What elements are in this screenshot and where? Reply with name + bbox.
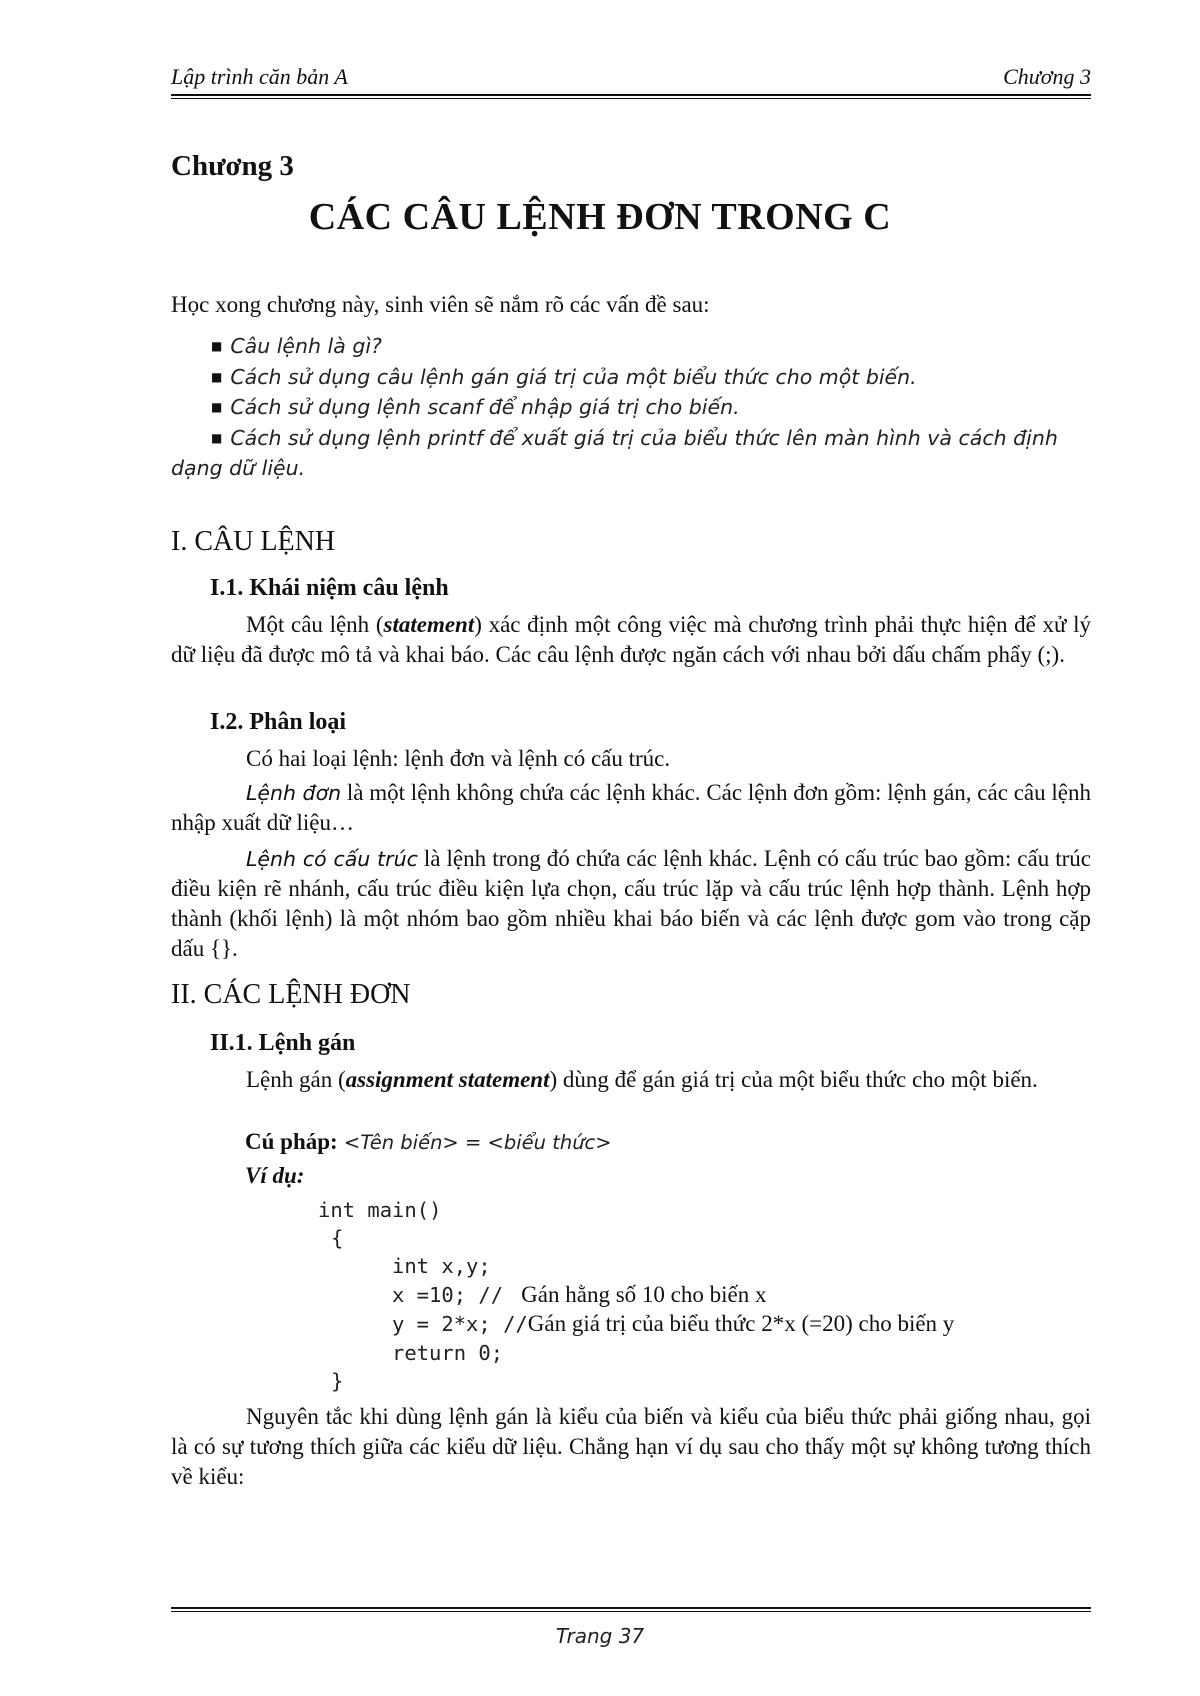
code-comment: Gán giá trị của biểu thức 2*x (=20) cho biến y	[527, 1311, 955, 1336]
square-bullet-icon: ■	[211, 430, 223, 445]
structured-statement-paragraph: Lệnh có cấu trúc là lệnh trong đó chứa các lệnh khác. Lệnh có cấu trúc bao gồm: cấu trúc điều kiện rẽ nhánh, cấu trúc điều kiện lựa chọn, cấu trúc lặp và cấu trúc lệnh hợp thành. Lệnh hợp thành (khối lệnh) là một nhóm bao gồm nhiều khai báo biến và các lệnh được gom vào trong cặp dấu {}.	[171, 846, 1091, 961]
square-bullet-icon: ■	[211, 369, 223, 384]
syntax-label: Cú pháp:	[245, 1129, 338, 1154]
code-line: {	[331, 1226, 344, 1250]
types-paragraph: Có hai loại lệnh: lệnh đơn và lệnh có cấu trúc.	[246, 746, 671, 771]
simple-statement-paragraph: Lệnh đơn là một lệnh không chứa các lệnh khác. Các lệnh đơn gồm: lệnh gán, các câu lệnh nhập xuất dữ liệu…	[171, 780, 1091, 835]
section-heading: II. CÁC LỆNH ĐƠN	[171, 979, 411, 1010]
square-bullet-icon: ■	[211, 400, 223, 414]
header-course-title: Lập trình căn bản A	[171, 64, 348, 89]
code-line: return 0;	[392, 1341, 504, 1365]
running-header	[171, 64, 1091, 98]
example-label: Ví dụ:	[245, 1163, 305, 1188]
square-bullet-icon: ■	[211, 339, 223, 353]
keyword-term: assignment statement	[345, 1067, 550, 1092]
code-line: int main()	[318, 1198, 442, 1222]
objective-item: ■ Cách sử dụng lệnh scanf để nhập giá trị cho biến.	[211, 395, 740, 419]
objectives-list	[171, 331, 1091, 484]
keyword-term: statement	[383, 612, 475, 637]
chapter-label: Chương 3	[171, 150, 294, 182]
assignment-paragraph: Lệnh gán (assignment statement) dùng để gán giá trị của một biểu thức cho một biến.	[246, 1067, 1038, 1092]
objective-item: ■ Câu lệnh là gì?	[211, 334, 382, 358]
header-chapter: Chương 3	[1003, 64, 1091, 89]
code-comment: Gán hằng số 10 cho biến x	[515, 1282, 767, 1307]
section-heading: I. CÂU LỆNH	[171, 526, 336, 557]
rule-paragraph: Nguyên tắc khi dùng lệnh gán là kiểu của biến và kiểu của biểu thức phải giống nhau, gọi là có sự tương thích giữa các kiểu dữ liệu. Chẳng hạn ví dụ sau cho thấy một sự không tương thích về kiểu:	[171, 1404, 1091, 1489]
footer-rule	[171, 1607, 1091, 1612]
code-line: }	[331, 1369, 344, 1393]
syntax-line	[245, 1129, 612, 1155]
code-line: x =10; // Gán hằng số 10 cho biến x	[392, 1282, 767, 1307]
objective-item: ■ Cách sử dụng câu lệnh gán giá trị của một biểu thức cho một biến.	[211, 364, 917, 389]
chapter-title: CÁC CÂU LỆNH ĐƠN TRONG C	[308, 196, 892, 238]
term: Lệnh có cấu trúc	[246, 847, 418, 871]
header-rule	[171, 94, 1091, 99]
syntax-value: <Tên biến> = <biểu thức>	[337, 1131, 612, 1154]
code-line: y = 2*x; //Gán giá trị của biểu thức 2*x (=20) cho biến y	[392, 1311, 955, 1336]
code-line: int x,y;	[392, 1254, 491, 1278]
page-number: Trang 37	[555, 1624, 645, 1648]
subsection-heading: I.1. Khái niệm câu lệnh	[210, 575, 449, 601]
objective-item: ■ Cách sử dụng lệnh printf để xuất giá trị của biểu thức lên màn hình và cách định dạng dữ liệu.	[171, 425, 1058, 480]
intro-paragraph: Học xong chương này, sinh viên sẽ nắm rõ các vấn đề sau:	[171, 292, 710, 317]
statement-paragraph: Một câu lệnh (statement) xác định một công việc mà chương trình phải thực hiện để xử lý dữ liệu đã được mô tả và khai báo. Các câu lệnh được ngăn cách với nhau bởi dấu chấm phẩy (;).	[171, 612, 1092, 667]
subsection-heading: I.2. Phân loại	[210, 709, 347, 735]
subsection-heading: II.1. Lệnh gán	[210, 1030, 356, 1056]
term: Lệnh đơn	[246, 781, 342, 805]
